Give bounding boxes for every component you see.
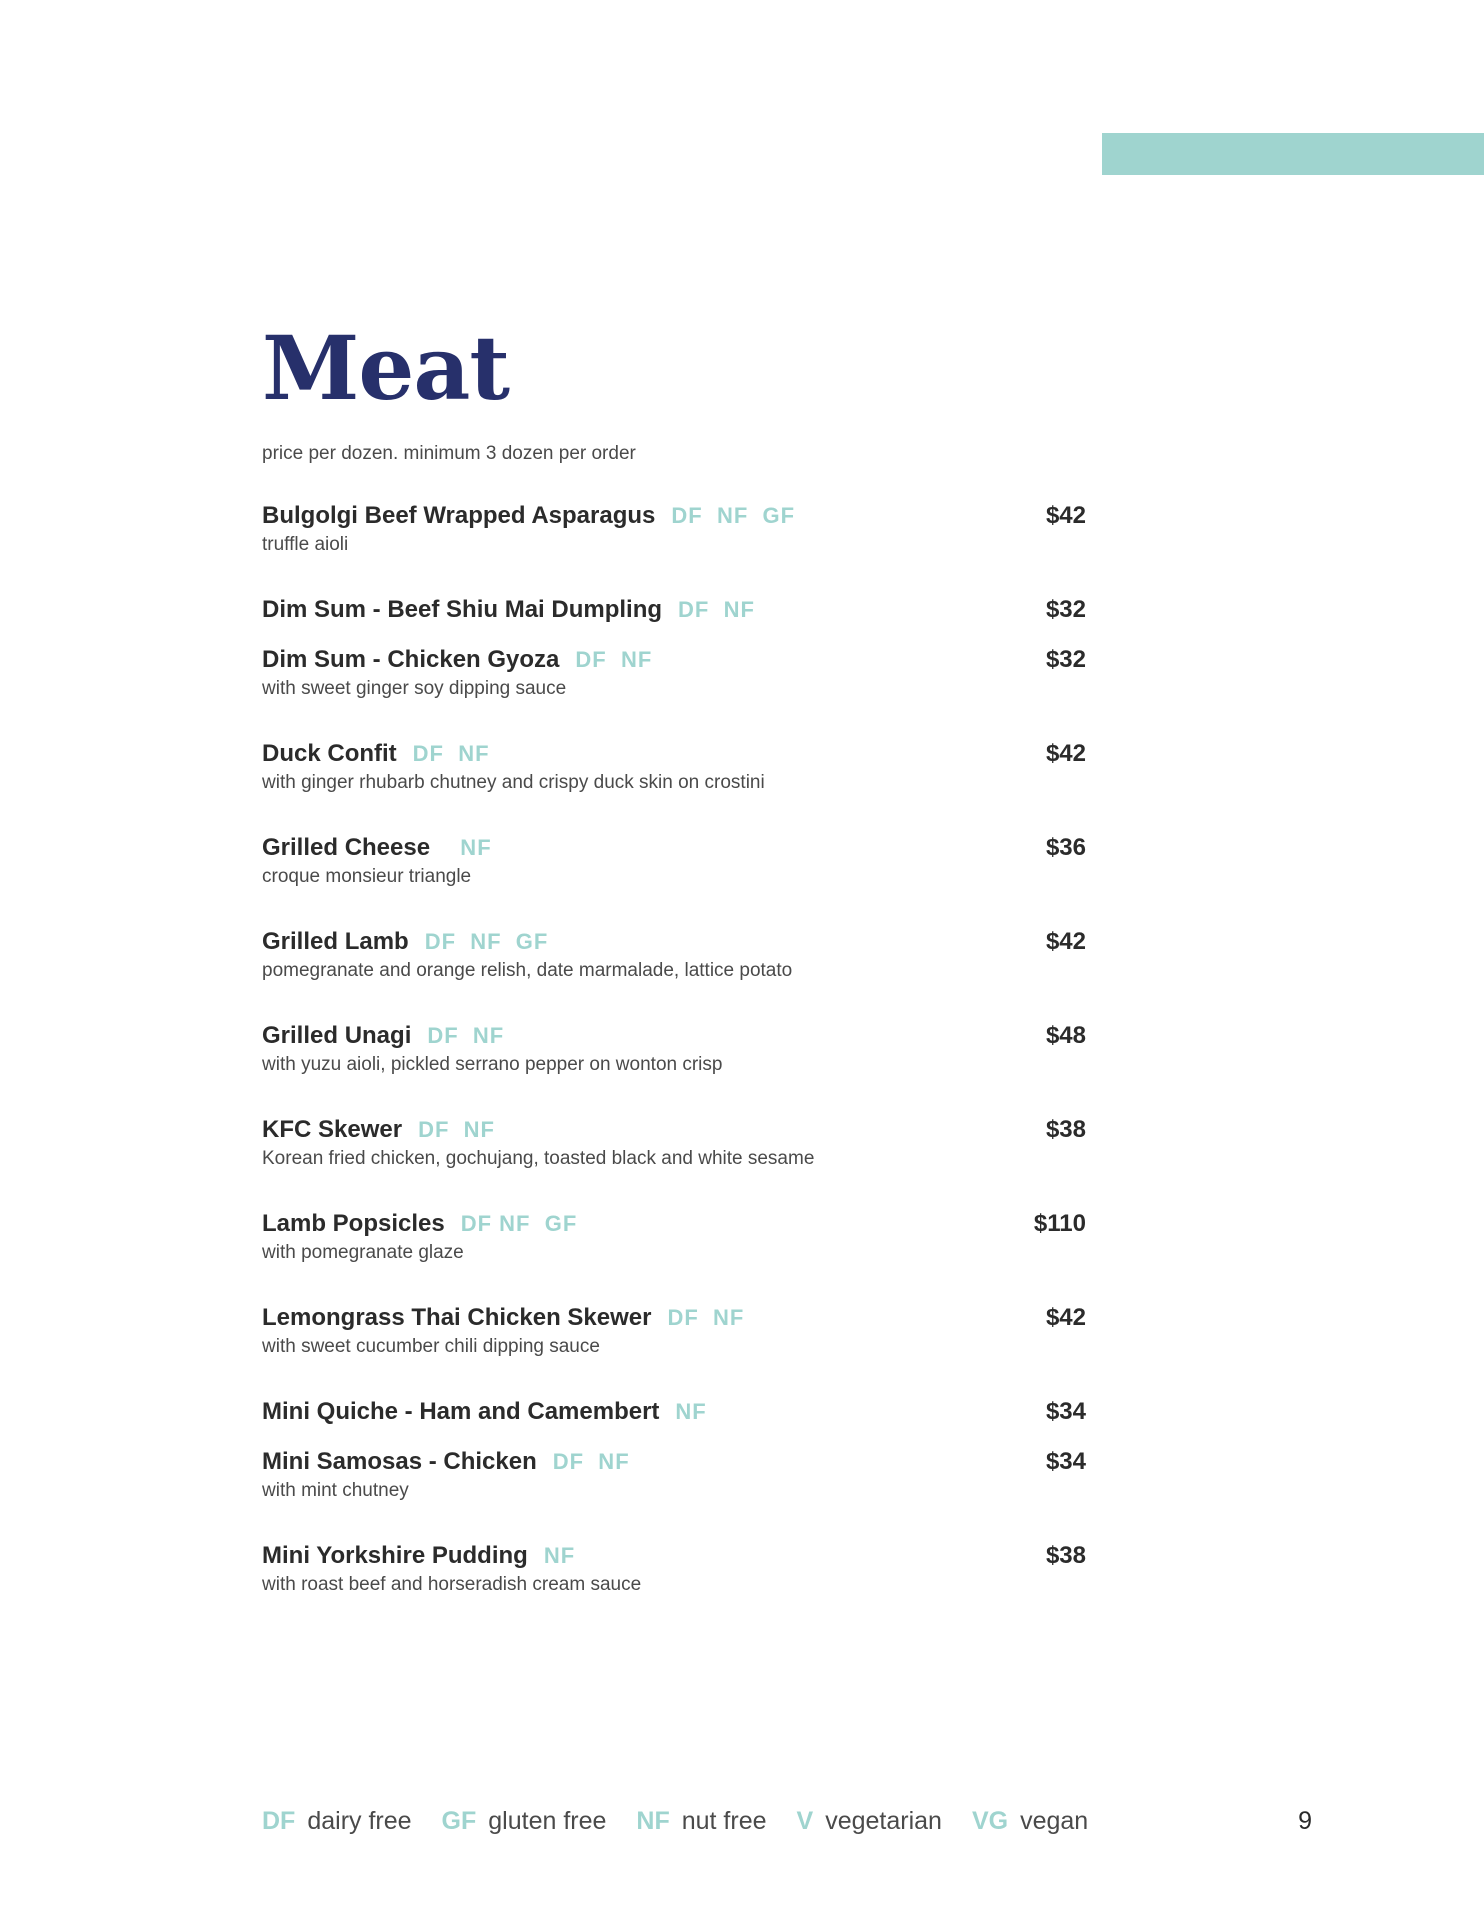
menu-item-row bbox=[262, 1020, 1086, 1052]
legend-entry bbox=[442, 1804, 607, 1838]
menu-item-description: pomegranate and orange relish, date marmalade, lattice potato bbox=[262, 960, 793, 981]
menu-item bbox=[262, 1396, 1086, 1446]
menu-item bbox=[262, 1446, 1086, 1540]
menu-item-name: Dim Sum - Beef Shiu Mai Dumpling bbox=[262, 596, 663, 623]
menu-item-row bbox=[262, 926, 1086, 958]
legend-entry bbox=[262, 1804, 412, 1838]
menu-item-price: $38 bbox=[1045, 1116, 1086, 1143]
legend-meaning: gluten free bbox=[488, 1807, 607, 1835]
legend-meaning: vegetarian bbox=[825, 1807, 942, 1835]
page-subtitle: price per dozen. minimum 3 dozen per order bbox=[262, 443, 636, 464]
legend-abbreviation: V bbox=[796, 1807, 814, 1835]
menu-item-price: $32 bbox=[1045, 646, 1086, 673]
menu-item bbox=[262, 832, 1086, 926]
menu-item-dietary-tags: DF NF bbox=[418, 1117, 495, 1142]
menu-item-row bbox=[262, 1302, 1086, 1334]
menu-item-name: Mini Samosas - Chicken bbox=[262, 1448, 537, 1475]
menu-item-row bbox=[262, 1396, 1086, 1428]
menu-item-dietary-tags: DF NF bbox=[575, 647, 653, 672]
menu-item-name: Lemongrass Thai Chicken Skewer bbox=[262, 1304, 652, 1331]
menu-item-row bbox=[262, 738, 1086, 770]
legend-abbreviation: NF bbox=[636, 1807, 670, 1835]
menu-item bbox=[262, 1020, 1086, 1114]
menu-item bbox=[262, 500, 1086, 594]
menu-item-dietary-tags: NF bbox=[543, 1543, 576, 1568]
menu-item-row bbox=[262, 832, 1086, 864]
menu-item-name: Bulgolgi Beef Wrapped Asparagus bbox=[262, 502, 656, 529]
menu-item-dietary-tags: DF NF GF bbox=[460, 1211, 578, 1236]
menu-item bbox=[262, 1302, 1086, 1396]
legend-meaning: nut free bbox=[681, 1807, 767, 1835]
menu-item-dietary-tags: DF NF bbox=[427, 1023, 505, 1048]
menu-item-description: with sweet ginger soy dipping sauce bbox=[262, 678, 567, 699]
menu-item-name: Grilled Unagi bbox=[262, 1022, 412, 1049]
menu-item-row bbox=[262, 500, 1086, 532]
menu-item-description: with ginger rhubarb chutney and crispy duck skin on crostini bbox=[262, 772, 765, 793]
menu-item-price: $48 bbox=[1045, 1022, 1086, 1049]
menu-item-price: $38 bbox=[1045, 1542, 1086, 1569]
menu-item-dietary-tags: NF bbox=[675, 1399, 707, 1424]
menu-item-dietary-tags: DF NF bbox=[412, 741, 490, 766]
menu-item bbox=[262, 1540, 1086, 1634]
menu-item-price: $32 bbox=[1045, 596, 1086, 623]
menu-item-row bbox=[262, 1114, 1086, 1146]
legend-meaning: vegan bbox=[1020, 1807, 1089, 1835]
menu-item-name: KFC Skewer bbox=[262, 1116, 403, 1143]
menu-item-row bbox=[262, 1540, 1086, 1572]
legend-meaning: dairy free bbox=[307, 1807, 412, 1835]
legend-abbreviation: VG bbox=[971, 1807, 1009, 1835]
dietary-legend bbox=[262, 1804, 1118, 1838]
menu-item-dietary-tags: DF NF bbox=[667, 1305, 745, 1330]
menu-item-name: Duck Confit bbox=[262, 740, 397, 767]
menu-item bbox=[262, 594, 1086, 644]
menu-item-description: croque monsieur triangle bbox=[262, 866, 472, 887]
menu-item-price: $34 bbox=[1045, 1398, 1086, 1425]
menu-item-price: $34 bbox=[1045, 1448, 1086, 1475]
menu-item bbox=[262, 1208, 1086, 1302]
menu-item bbox=[262, 1114, 1086, 1208]
menu-item-name: Lamb Popsicles bbox=[262, 1210, 445, 1237]
menu-item-name: Mini Yorkshire Pudding bbox=[262, 1542, 528, 1569]
menu-item-price: $42 bbox=[1045, 740, 1086, 767]
legend-entry bbox=[972, 1804, 1088, 1838]
menu-item-price: $110 bbox=[1033, 1210, 1086, 1237]
menu-item-dietary-tags: DF NF bbox=[678, 597, 755, 622]
menu-item-dietary-tags: DF NF GF bbox=[424, 929, 549, 954]
menu-section bbox=[262, 316, 1086, 1634]
page-number: 9 bbox=[1298, 1807, 1312, 1835]
menu-item-price: $42 bbox=[1045, 1304, 1086, 1331]
menu-item-description: with roast beef and horseradish cream sauce bbox=[262, 1574, 642, 1595]
menu-item-name: Mini Quiche - Ham and Camembert bbox=[262, 1398, 660, 1425]
legend-entry bbox=[797, 1804, 942, 1838]
menu-item-dietary-tags: NF bbox=[446, 835, 492, 860]
menu-item-description: with sweet cucumber chili dipping sauce bbox=[262, 1336, 600, 1357]
menu-item bbox=[262, 644, 1086, 738]
legend-entry bbox=[636, 1804, 766, 1838]
menu-item-description: truffle aioli bbox=[262, 534, 349, 555]
menu-item-description: with yuzu aioli, pickled serrano pepper on wonton crisp bbox=[262, 1054, 723, 1075]
menu-item bbox=[262, 926, 1086, 1020]
menu-item-price: $42 bbox=[1045, 502, 1086, 529]
legend-abbreviation: GF bbox=[441, 1807, 477, 1835]
menu-item-price: $36 bbox=[1045, 834, 1086, 861]
menu-item-name: Grilled Lamb bbox=[262, 928, 409, 955]
legend-abbreviation: DF bbox=[262, 1807, 296, 1835]
menu-item-row bbox=[262, 644, 1086, 676]
menu-item-description: with mint chutney bbox=[262, 1480, 409, 1501]
menu-item-row bbox=[262, 1446, 1086, 1478]
menu-item-description: with pomegranate glaze bbox=[262, 1242, 464, 1263]
menu-item-description: Korean fried chicken, gochujang, toasted black and white sesame bbox=[262, 1148, 815, 1169]
menu-item-row bbox=[262, 1208, 1086, 1240]
menu-item-name: Grilled Cheese bbox=[262, 834, 431, 861]
menu-item-dietary-tags: DF NF GF bbox=[671, 503, 796, 528]
accent-bar bbox=[1102, 133, 1484, 175]
menu-item-price: $42 bbox=[1045, 928, 1086, 955]
menu-item-row bbox=[262, 594, 1086, 626]
menu-item bbox=[262, 738, 1086, 832]
page-title: Meat bbox=[262, 316, 510, 420]
menu-list bbox=[262, 500, 1086, 1634]
menu-item-dietary-tags: DF NF bbox=[552, 1449, 630, 1474]
menu-item-name: Dim Sum - Chicken Gyoza bbox=[262, 646, 560, 673]
